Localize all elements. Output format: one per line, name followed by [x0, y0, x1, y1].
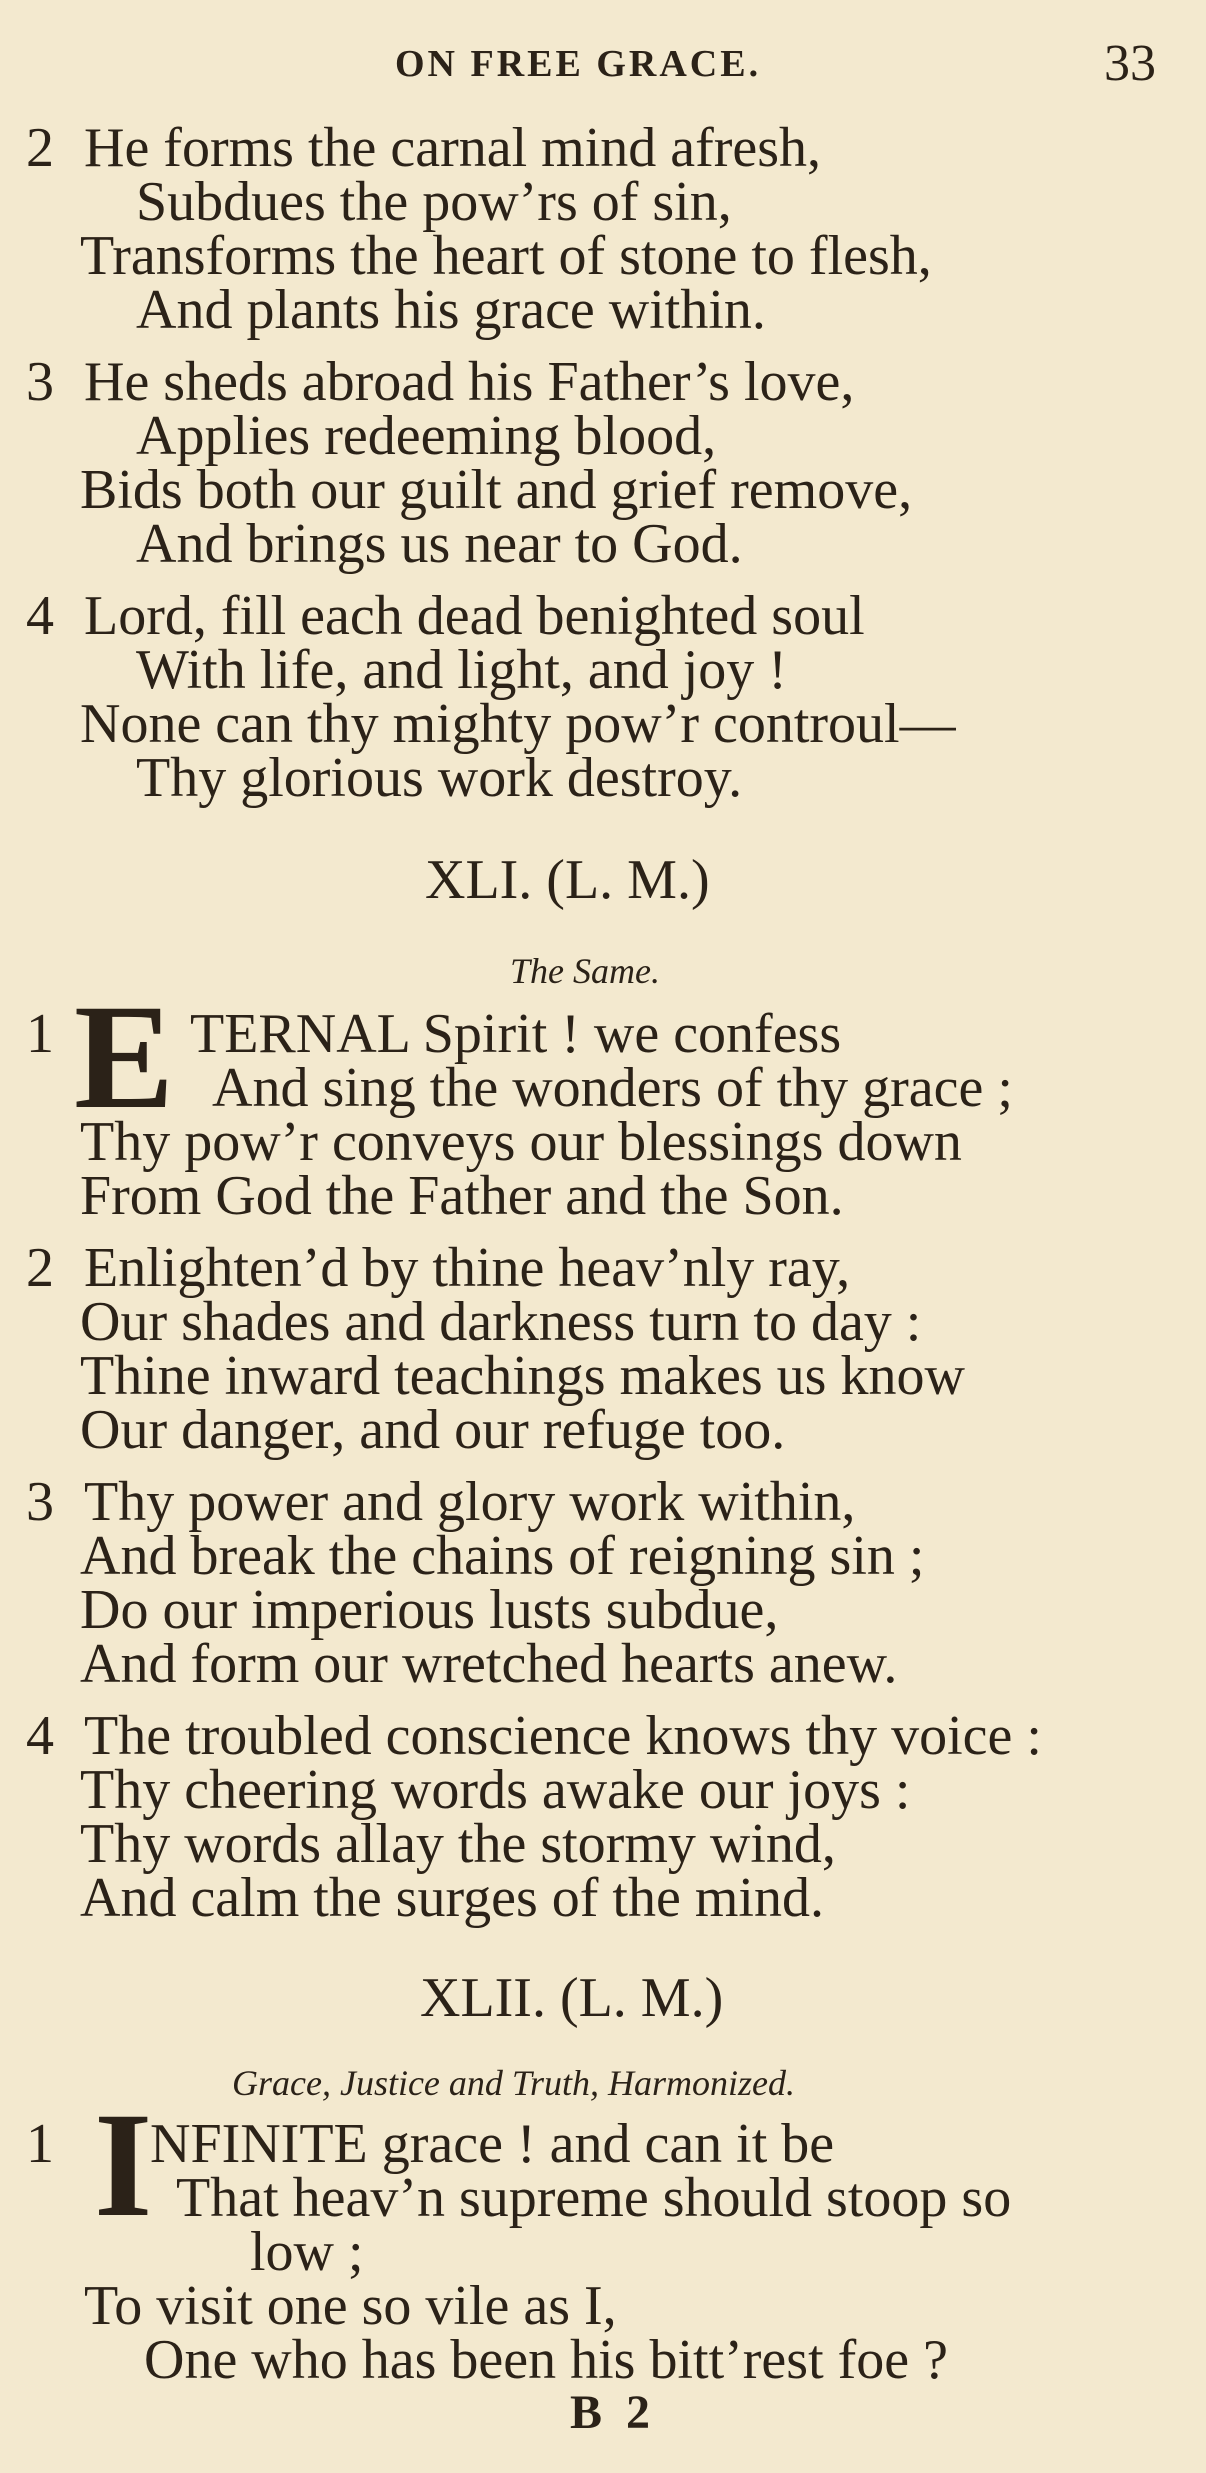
verse-line: Our shades and darkness turn to day :	[80, 1291, 922, 1353]
verse-line: Enlighten’d by thine heav’nly ray,	[84, 1237, 851, 1299]
verse-line: Thy power and glory work within,	[84, 1471, 856, 1533]
verse-line: And calm the surges of the mind.	[80, 1867, 824, 1929]
verse-line: Thy pow’r conveys our blessings down	[80, 1111, 962, 1173]
verse-line: And form our wretched hearts anew.	[80, 1633, 898, 1695]
hymn-title: XLI. (L. M.)	[425, 849, 710, 911]
verse-line: From God the Father and the Son.	[80, 1165, 844, 1227]
verse-line: Thy words allay the stormy wind,	[80, 1813, 836, 1875]
running-title: ON FREE GRACE.	[395, 43, 762, 85]
verse-line: Thy glorious work destroy.	[136, 747, 743, 809]
verse-line: Subdues the pow’rs of sin,	[136, 171, 732, 233]
verse-line: Do our imperious lusts subdue,	[80, 1579, 779, 1641]
hymn-subtitle: The Same.	[510, 951, 660, 991]
verse-line: And plants his grace within.	[136, 279, 766, 341]
verse-line: NFINITE grace ! and can it be	[150, 2113, 835, 2175]
stanza-number: 4	[26, 585, 54, 647]
drop-cap: E	[74, 974, 175, 1140]
verse-line: And sing the wonders of thy grace ;	[212, 1057, 1013, 1119]
stanza-number: 4	[26, 1705, 54, 1767]
hymn-title: XLII. (L. M.)	[420, 1967, 724, 2029]
stanza-number: 2	[26, 1237, 54, 1299]
stanza-number: 1	[26, 2113, 54, 2175]
stanza-number: 1	[26, 1003, 54, 1065]
verse-line: With life, and light, and joy !	[136, 639, 787, 701]
verse-line: He sheds abroad his Father’s love,	[84, 351, 855, 413]
verse-line: Bids both our guilt and grief remove,	[80, 459, 913, 521]
verse-line: And brings us near to God.	[136, 513, 743, 575]
verse-line: Thine inward teachings makes us know	[80, 1345, 965, 1407]
running-head	[0, 34, 1206, 90]
verse-line: One who has been his bitt’rest foe ?	[144, 2329, 948, 2391]
verse-line: The troubled conscience knows thy voice :	[84, 1705, 1042, 1767]
stanza-number: 3	[26, 1471, 54, 1533]
verse-line: None can thy mighty pow’r controul—	[80, 693, 956, 755]
verse-line: Thy cheering words awake our joys :	[80, 1759, 911, 1821]
verse-line: Applies redeeming blood,	[136, 405, 717, 467]
verse-line: And break the chains of reigning sin ;	[80, 1525, 925, 1587]
stanza-number: 3	[26, 351, 54, 413]
verse-line: Our danger, and our refuge too.	[80, 1399, 786, 1461]
verse-line: Lord, fill each dead benighted soul	[84, 585, 865, 647]
page-number: 33	[1104, 35, 1156, 92]
drop-cap: I	[94, 2082, 153, 2248]
signature-mark: B 2	[570, 2386, 657, 2439]
stanza-number: 2	[26, 117, 54, 179]
verse-line: To visit one so vile as I,	[84, 2275, 617, 2337]
verse-line: He forms the carnal mind afresh,	[84, 117, 822, 179]
verse-line: That heav’n supreme should stoop so	[176, 2167, 1012, 2229]
hymn-subtitle: Grace, Justice and Truth, Harmonized.	[232, 2063, 795, 2103]
verse-line: low ;	[250, 2221, 364, 2283]
verse-line: TERNAL Spirit ! we confess	[190, 1003, 842, 1065]
verse-line: Transforms the heart of stone to flesh,	[80, 225, 932, 287]
